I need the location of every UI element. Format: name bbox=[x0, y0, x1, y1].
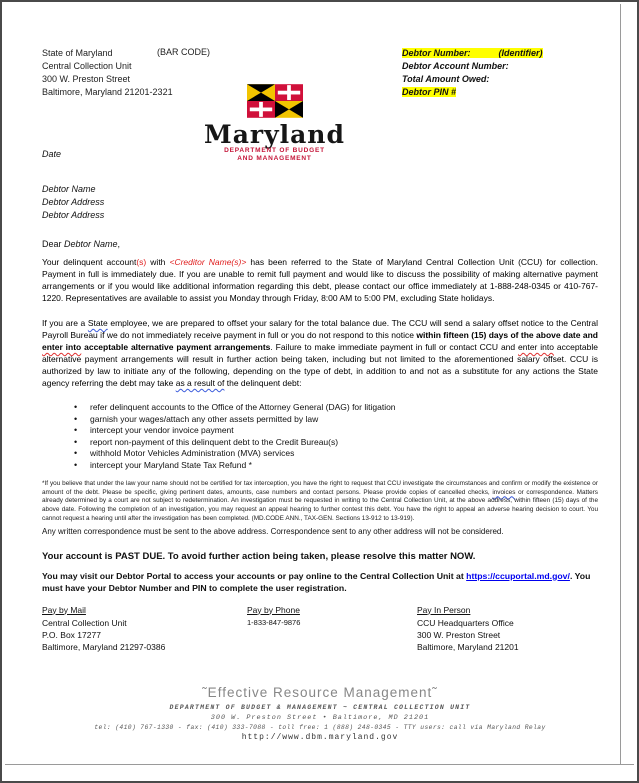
pay-phone-number: 1-833-847-9876 bbox=[247, 617, 301, 627]
total-owed-label: Total Amount Owed: bbox=[402, 74, 490, 84]
barcode-placeholder: (BAR CODE) bbox=[157, 47, 211, 57]
pay-line: 300 W. Preston Street bbox=[417, 629, 501, 640]
p2-bold-text: within fifteen (15) days of the above date and bbox=[416, 330, 598, 340]
recipient-block bbox=[42, 183, 598, 222]
sender-line: 300 W. Preston Street bbox=[42, 74, 131, 84]
logo-dept-line: DEPARTMENT OF BUDGET bbox=[224, 147, 325, 154]
list-item: • intercept your vendor invoice payment bbox=[42, 425, 598, 437]
action-bullet-list bbox=[42, 402, 598, 471]
maryland-flag-icon bbox=[247, 84, 303, 123]
list-item: • refer delinquent accounts to the Office of the Attorney General (DAG) for litigation bbox=[42, 402, 598, 414]
pay-in-person-column bbox=[417, 604, 598, 653]
pay-line: CCU Headquarters Office bbox=[417, 617, 514, 628]
logo-wordmark: Maryland bbox=[204, 120, 345, 149]
debtor-number-value: (Identifier) bbox=[498, 48, 543, 58]
pay-by-phone-column bbox=[247, 604, 417, 653]
payment-options bbox=[42, 604, 598, 653]
p2-bold-text: acceptable alternative payment arrangements bbox=[81, 342, 271, 352]
salutation-prefix: Dear bbox=[42, 239, 65, 249]
list-item: • garnish your wages/attach any other assets permitted by law bbox=[42, 414, 598, 426]
list-item: • report non-payment of this delinquent debt to the Credit Bureau(s) bbox=[42, 437, 598, 449]
salutation-suffix: , bbox=[117, 239, 121, 249]
agency-logo bbox=[187, 84, 362, 162]
grammar-check-phrase: enter into bbox=[42, 342, 82, 352]
footnote-text: or correspondence. Matters already determined by a court are not subject to redetermination. An investigation must be requested in writing to the Central Collection Unit, at the above address, within fifteen (15) days of the above date. Following the completion of an investigation, you may request an appeal hearing to further contest this debt. You have the right to appeal an adverse hearing decision to court. You cannot request a hearing until after the investigation has been completed. (MD.CODE ANN., TAX-GEN. Sections 13-912 to 13-919). bbox=[42, 488, 598, 522]
footer-dept-line: DEPARTMENT OF BUDGET & MANAGEMENT ~ CENTRAL COLLECTION UNIT bbox=[169, 703, 471, 711]
p1-text: Your delinquent account bbox=[42, 257, 137, 267]
recipient-address: Debtor Address bbox=[42, 210, 105, 220]
footer-contact-line: tel: (410) 767-1330 - fax: (410) 333-7088 - toll free: 1 (888) 248-0345 - TTY users: call via Maryland Relay bbox=[94, 723, 546, 731]
paragraph-salary-offset bbox=[42, 317, 598, 389]
p2-text: If you are a bbox=[42, 318, 88, 328]
salutation-name-placeholder: Debtor Name bbox=[64, 239, 118, 249]
tax-interception-footnote bbox=[42, 480, 598, 524]
grammar-check-phrase: enter into bbox=[518, 342, 554, 352]
debtor-pin-label: Debtor PIN # bbox=[402, 87, 457, 97]
paragraph-debtor-portal bbox=[42, 570, 598, 594]
portal-text: You may visit our Debtor Portal to access your accounts or pay online to the Central Collection Unit at bbox=[42, 570, 467, 581]
ccu-portal-link[interactable]: https://ccuportal.md.gov/ bbox=[466, 570, 570, 581]
footnote-text: *If you believe that under the law your name should not be certified for tax interception, you have the right to request that CCU investigate the circumstances and confirm or modify the existence or amount of the debt. Please be specific, giving pertinent dates, amounts, case numbers and contact persons. Please provide copies of cancelled checks, bbox=[42, 480, 598, 496]
debtor-number-row bbox=[402, 47, 543, 60]
spellcheck-word: State bbox=[87, 318, 108, 328]
recipient-name: Debtor Name bbox=[42, 184, 96, 194]
creditor-name-placeholder: <Creditor Name(s)> bbox=[169, 257, 247, 267]
spellcheck-word: invoices bbox=[492, 488, 516, 496]
pay-by-phone-title: Pay by Phone bbox=[247, 604, 300, 615]
list-item: • withhold Motor Vehicles Administration (MVA) services bbox=[42, 448, 598, 460]
past-due-warning: Your account is PAST DUE. To avoid further action being taken, please resolve this matter NOW. bbox=[42, 550, 476, 562]
p1-text: with bbox=[146, 257, 170, 267]
pay-line: Central Collection Unit bbox=[42, 617, 127, 628]
account-number-label: Debtor Account Number: bbox=[402, 61, 509, 71]
correspondence-note: Any written correspondence must be sent to the above address. Correspondence sent to any other address will not be considered. bbox=[42, 526, 504, 536]
pay-in-person-title: Pay In Person bbox=[417, 604, 471, 615]
sender-address-block bbox=[42, 47, 173, 99]
p2-text: employee, we are prepared to offset your salary for the total balance due. The CCU will send a salary offset notice to the Central Payroll Bureau if we do not immediately receive payment in full or you do not respond to this notice bbox=[42, 318, 599, 340]
plural-marker: (s) bbox=[136, 257, 147, 267]
debtor-pin-row bbox=[402, 86, 543, 99]
footer-address-line: 300 W. Preston Street • Baltimore, MD 21201 bbox=[210, 713, 430, 722]
salutation bbox=[42, 239, 598, 249]
sender-line: State of Maryland bbox=[42, 48, 113, 58]
debtor-fields-block bbox=[402, 47, 543, 99]
p2-text: the delinquent debt: bbox=[224, 378, 302, 388]
pay-by-mail-title: Pay by Mail bbox=[42, 604, 86, 615]
sender-line: Central Collection Unit bbox=[42, 61, 132, 71]
paragraph-referral bbox=[42, 256, 598, 304]
date-placeholder: Date bbox=[42, 149, 62, 159]
pay-line: Baltimore, Maryland 21297-0386 bbox=[42, 641, 166, 652]
list-item: • intercept your Maryland State Tax Refund * bbox=[42, 460, 598, 472]
recipient-address: Debtor Address bbox=[42, 197, 105, 207]
logo-dept-line: AND MANAGEMENT bbox=[237, 154, 312, 162]
portal-text: . You must have your Debtor Number and PIN to complete the user registration. bbox=[42, 570, 591, 593]
p2-text: acceptable alternative payment arrangements will result in further action being taken, including but not limited to the aforementioned salary offset. CCU is authorized by law to initiate any of the following, depending on the type of debt, in addition to and not as a substitute for any actions the State agency referring the debt may take bbox=[42, 342, 598, 388]
p1-text: has been referred to the State of Maryland Central Collection Unit (CCU) for collection. Payment in full is immediately due. If you are unable to remit full payment and would like to discuss the possibility of making alternative payment arrangements or if you would like additional information regarding this debt, please contact our office immediately at 1-888-248-0345 or 410-767-1220. Representatives are available to assist you Monday through Friday, 8:00 AM to 5:00 PM, excluding State holidays. bbox=[42, 257, 599, 303]
letter-footer bbox=[42, 685, 598, 742]
debtor-number-label: Debtor Number: bbox=[402, 48, 471, 58]
pay-by-mail-column bbox=[42, 604, 247, 653]
pay-line: P.O. Box 17277 bbox=[42, 629, 101, 640]
grammar-check-phrase: as a result of bbox=[175, 378, 225, 388]
pay-line: Baltimore, Maryland 21201 bbox=[417, 641, 519, 652]
footer-tagline: ˜Effective Resource Management˜ bbox=[202, 684, 438, 700]
footer-url: http://www.dbm.maryland.gov bbox=[241, 732, 399, 742]
p2-text: . Failure to make immediate payment in full or contact CCU and bbox=[270, 342, 519, 352]
sender-line: Baltimore, Maryland 21201-2321 bbox=[42, 87, 173, 97]
